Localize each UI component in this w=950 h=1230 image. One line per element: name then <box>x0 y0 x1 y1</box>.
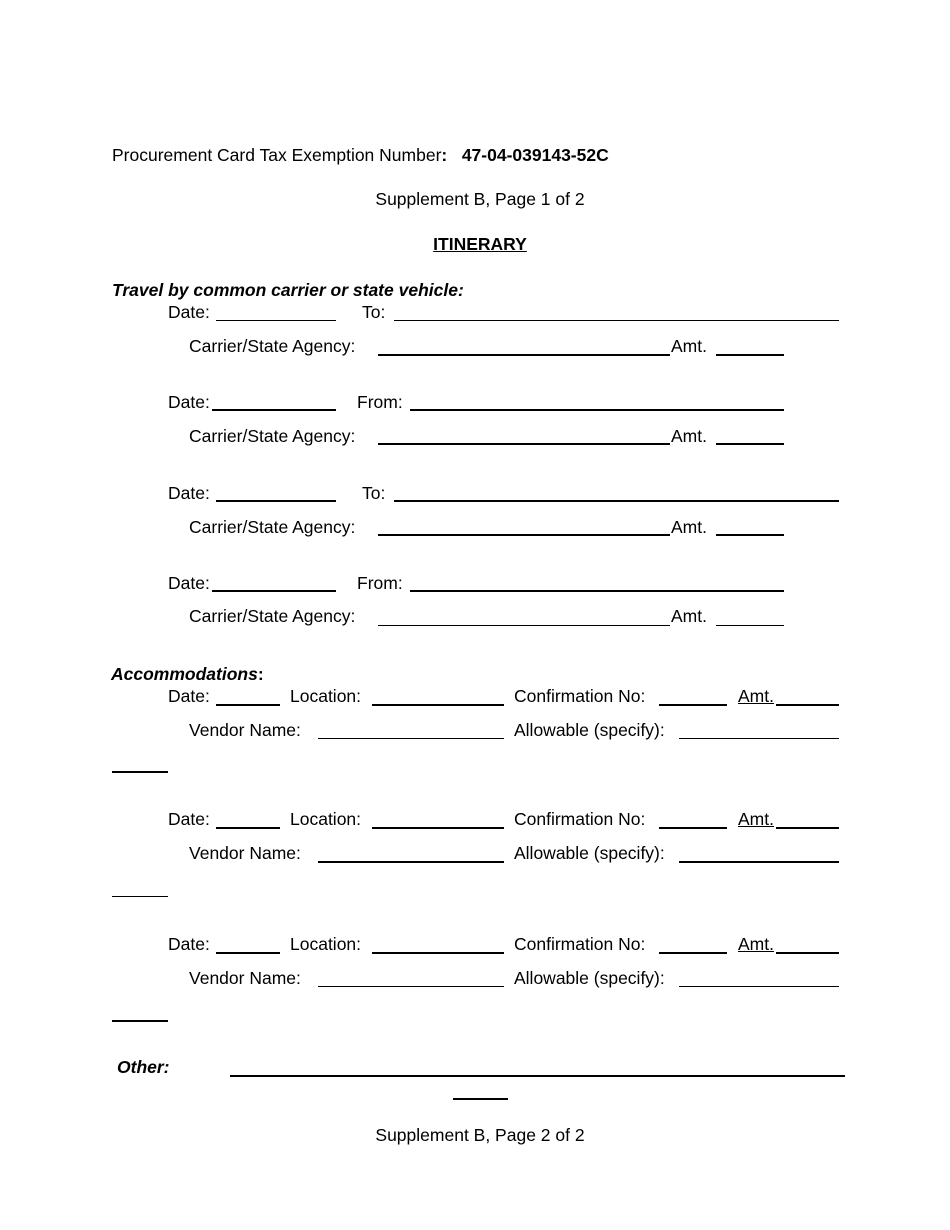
location-label: Location: <box>290 934 362 954</box>
travel-date-field[interactable] <box>212 590 336 592</box>
page-divider <box>453 1098 508 1100</box>
vendor-field[interactable] <box>318 861 504 863</box>
vendor-field[interactable] <box>318 738 504 739</box>
amt-label: Amt. <box>671 606 707 626</box>
travel-from-label: From: <box>357 573 403 593</box>
travel-date-label: Date: <box>168 302 210 322</box>
confirmation-label: Confirmation No: <box>514 686 646 706</box>
travel-to-label: To: <box>362 483 386 503</box>
travel-date-label: Date: <box>168 573 210 593</box>
allowable-label: Allowable (specify): <box>514 968 665 988</box>
accom-amt-field[interactable] <box>776 827 839 829</box>
allowable-field[interactable] <box>679 861 839 863</box>
allowable-field[interactable] <box>679 738 839 739</box>
accom-date-field[interactable] <box>216 704 280 706</box>
accom-date-label: Date: <box>168 686 210 706</box>
travel-date-label: Date: <box>168 392 210 412</box>
location-field[interactable] <box>372 704 504 706</box>
page-title: ITINERARY <box>433 234 527 254</box>
amt-label: Amt. <box>671 336 707 356</box>
amt-label: Amt. <box>671 426 707 446</box>
carrier-field[interactable] <box>378 354 670 356</box>
carrier-field[interactable] <box>378 443 670 445</box>
accom-date-field[interactable] <box>216 952 280 954</box>
allowable-continuation-field[interactable] <box>112 1020 168 1022</box>
travel-from-field[interactable] <box>410 590 784 592</box>
amt-field[interactable] <box>716 625 784 626</box>
amt-field[interactable] <box>716 443 784 445</box>
confirmation-label: Confirmation No: <box>514 934 646 954</box>
travel-to-field[interactable] <box>394 500 839 502</box>
confirmation-field[interactable] <box>659 952 727 954</box>
accom-amt-label: Amt. <box>738 934 774 954</box>
confirmation-label: Confirmation No: <box>514 809 646 829</box>
accommodations-heading: Accommodations: <box>111 664 264 684</box>
accom-amt-label: Amt. <box>738 686 774 706</box>
carrier-label: Carrier/State Agency: <box>189 426 356 446</box>
confirmation-field[interactable] <box>659 704 727 706</box>
location-label: Location: <box>290 686 362 706</box>
vendor-label: Vendor Name: <box>189 968 301 988</box>
travel-date-field[interactable] <box>212 409 336 411</box>
vendor-field[interactable] <box>318 986 504 987</box>
accom-amt-field[interactable] <box>776 952 839 954</box>
accom-date-label: Date: <box>168 809 210 829</box>
travel-date-field[interactable] <box>216 500 336 502</box>
allowable-continuation-field[interactable] <box>112 771 168 773</box>
amt-field[interactable] <box>716 534 784 536</box>
allowable-label: Allowable (specify): <box>514 720 665 740</box>
amt-label: Amt. <box>671 517 707 537</box>
supplement-page-2: Supplement B, Page 2 of 2 <box>375 1125 585 1145</box>
location-label: Location: <box>290 809 362 829</box>
accom-date-field[interactable] <box>216 827 280 829</box>
allowable-label: Allowable (specify): <box>514 843 665 863</box>
accom-date-label: Date: <box>168 934 210 954</box>
accom-amt-field[interactable] <box>776 704 839 706</box>
accom-amt-label: Amt. <box>738 809 774 829</box>
carrier-label: Carrier/State Agency: <box>189 517 356 537</box>
tax-exemption-number: 47-04-039143-52C <box>461 145 609 165</box>
allowable-field[interactable] <box>679 986 839 987</box>
carrier-label: Carrier/State Agency: <box>189 336 356 356</box>
vendor-label: Vendor Name: <box>189 843 301 863</box>
travel-from-label: From: <box>357 392 403 412</box>
other-label: Other: <box>117 1057 170 1077</box>
tax-exemption-line: Procurement Card Tax Exemption Number: 47-04-039143-52C <box>112 145 609 165</box>
supplement-page-1: Supplement B, Page 1 of 2 <box>375 189 585 209</box>
vendor-label: Vendor Name: <box>189 720 301 740</box>
carrier-field[interactable] <box>378 534 670 536</box>
travel-to-label: To: <box>362 302 386 322</box>
travel-heading: Travel by common carrier or state vehicle: <box>112 280 464 300</box>
tax-exemption-label: Procurement Card Tax Exemption Number <box>112 145 442 165</box>
location-field[interactable] <box>372 827 504 829</box>
other-field[interactable] <box>230 1075 845 1077</box>
travel-date-field[interactable] <box>216 320 336 321</box>
confirmation-field[interactable] <box>659 827 727 829</box>
amt-field[interactable] <box>716 354 784 356</box>
carrier-field[interactable] <box>378 625 670 626</box>
location-field[interactable] <box>372 952 504 954</box>
carrier-label: Carrier/State Agency: <box>189 606 356 626</box>
travel-from-field[interactable] <box>410 409 784 411</box>
allowable-continuation-field[interactable] <box>112 896 168 897</box>
travel-to-field[interactable] <box>394 320 839 321</box>
travel-date-label: Date: <box>168 483 210 503</box>
